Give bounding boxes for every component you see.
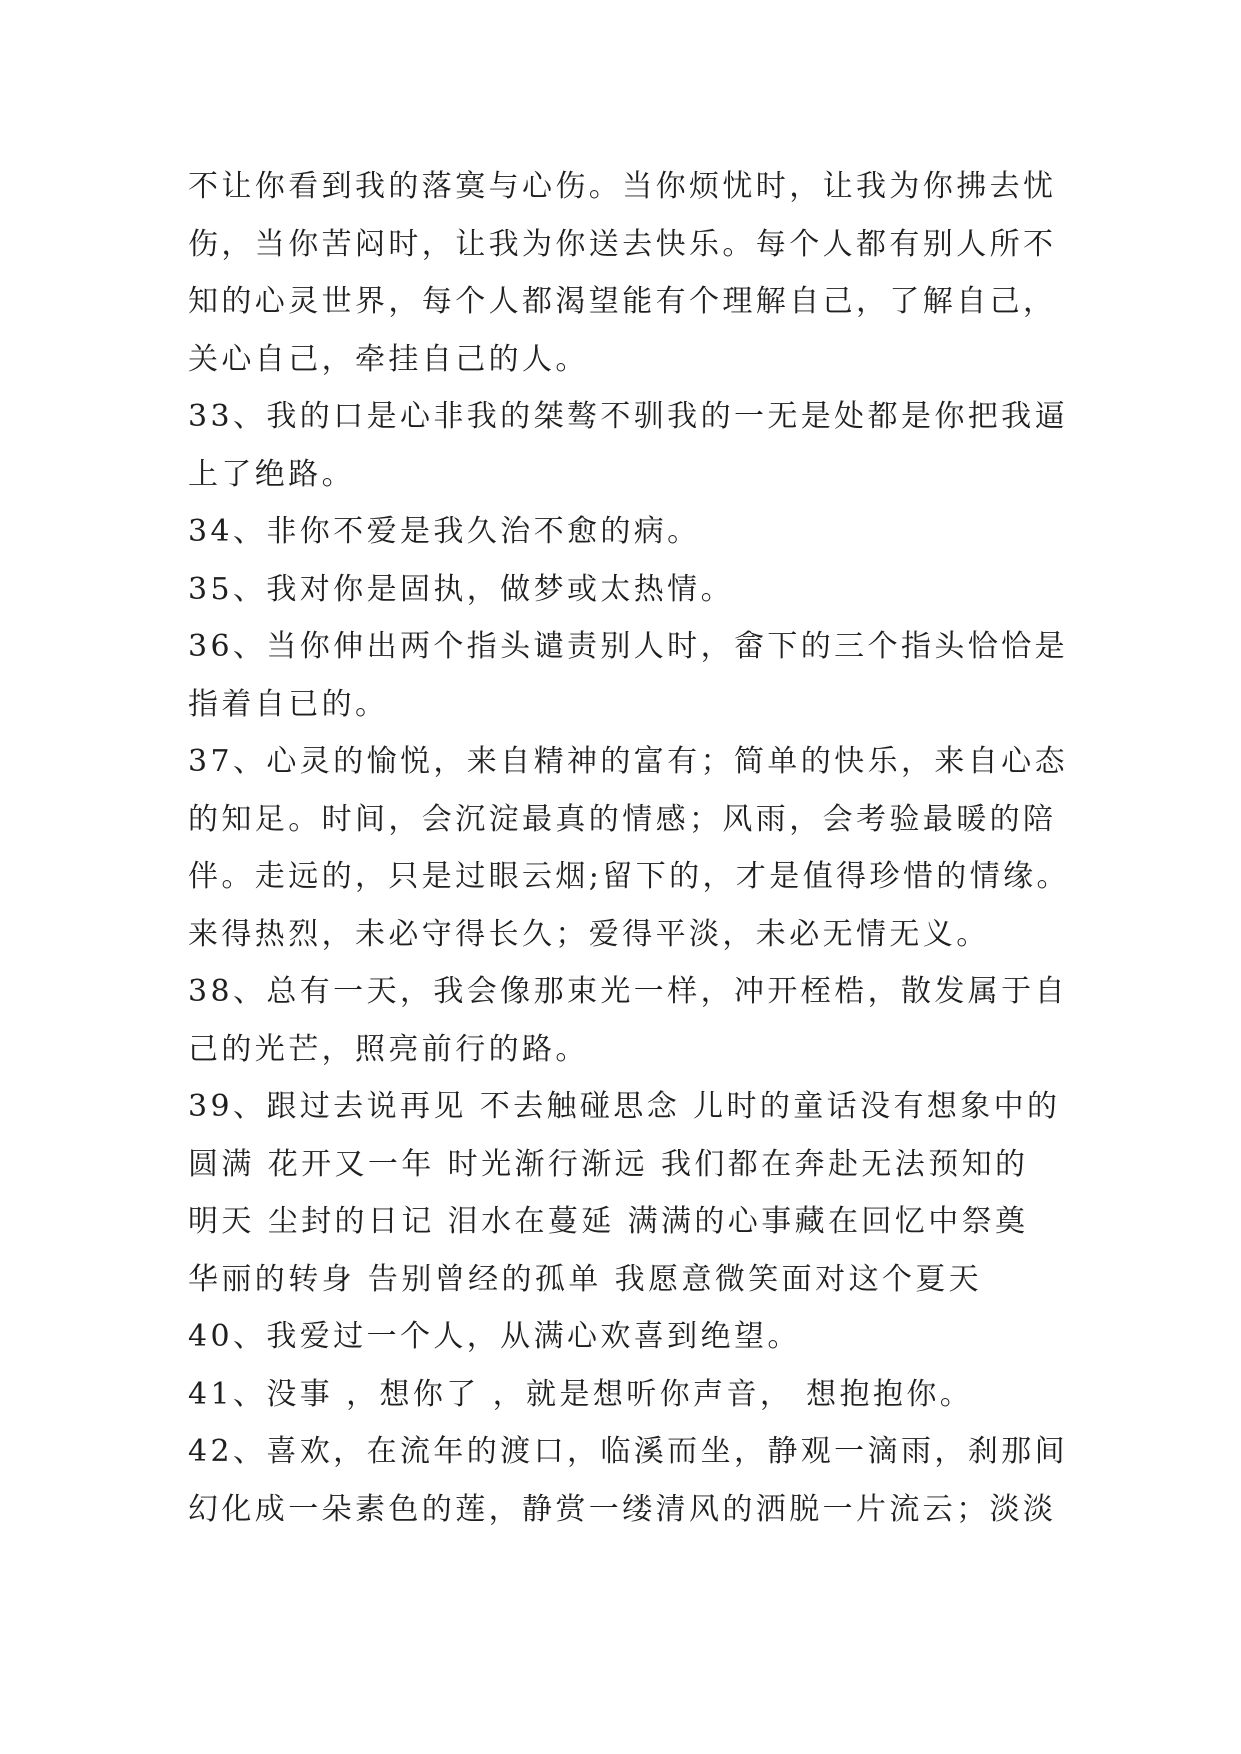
text-line: 指着自已的。	[188, 686, 389, 722]
text-line: 来得热烈，未必守得长久；爱得平淡，未必无情无义。	[188, 916, 990, 952]
text-line: 41、没事 ，想你了 ，就是想听你声音， 想抱抱你。	[188, 1376, 974, 1412]
text-line: 37、心灵的愉悦，来自精神的富有；简单的快乐，来自心态	[188, 744, 1068, 779]
text-line: 华丽的转身 告别曾经的孤单 我愿意微笑面对这个夏天	[188, 1261, 983, 1297]
text-line: 34、非你不爱是我久治不愈的病。	[188, 514, 701, 549]
text-line: 36、当你伸出两个指头谴责别人时，畲下的三个指头恰恰是	[188, 629, 1068, 664]
text-line: 明天 尘封的日记 泪水在蔓延 满满的心事藏在回忆中祭奠	[188, 1204, 1029, 1239]
text-line: 不让你看到我的落寞与心伤。当你烦忧时，让我为你拂去忧	[188, 169, 1057, 204]
text-line: 己的光芒，照亮前行的路。	[188, 1031, 589, 1067]
text-line: 的知足。时间，会沉淀最真的情感；风雨，会考验最暖的陪	[188, 801, 1057, 837]
text-line: 35、我对你是固执，做梦或太热情。	[188, 571, 734, 607]
text-line: 上了绝路。	[188, 456, 355, 492]
text-line: 38、总有一天，我会像那束光一样，冲开桎梏，散发属于自	[188, 974, 1068, 1009]
document-body	[188, 158, 1088, 1538]
text-line: 伤，当你苦闷时，让我为你送去快乐。每个人都有别人所不	[188, 226, 1057, 262]
text-line: 幻化成一朵素色的莲，静赏一缕清风的洒脱一片流云；淡淡	[188, 1491, 1057, 1527]
text-line: 33、我的口是心非我的桀骜不驯我的一无是处都是你把我逼	[188, 399, 1068, 434]
text-line: 关心自己，牵挂自己的人。	[188, 341, 589, 377]
text-line: 知的心灵世界，每个人都渴望能有个理解自己，了解自己，	[188, 284, 1057, 319]
text-line: 40、我爱过一个人，从满心欢喜到绝望。	[188, 1319, 801, 1354]
text-line: 伴。走远的，只是过眼云烟;留下的，才是值得珍惜的情缘。	[188, 859, 1070, 894]
text-line: 圆满 花开又一年 时光渐行渐远 我们都在奔赴无法预知的	[188, 1146, 1029, 1182]
text-line: 42、喜欢，在流年的渡口，临溪而坐，静观一滴雨，刹那间	[188, 1434, 1068, 1469]
text-line: 39、跟过去说再见 不去触碰思念 儿时的童话没有想象中的	[188, 1089, 1061, 1124]
